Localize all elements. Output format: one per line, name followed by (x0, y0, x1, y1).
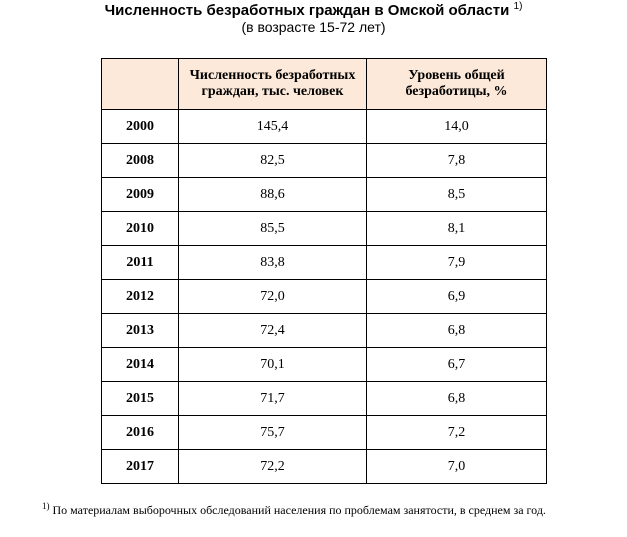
year-cell: 2009 (102, 178, 179, 212)
table-row (102, 450, 547, 484)
footnote-text: По материалам выборочных обследований населения по проблемам занятости, в среднем за год. (49, 503, 546, 517)
rate-cell: 6,8 (367, 382, 547, 416)
rate-cell: 6,7 (367, 348, 547, 382)
year-cell: 2013 (102, 314, 179, 348)
year-cell: 2016 (102, 416, 179, 450)
table-row (102, 280, 547, 314)
unemployed-cell: 82,5 (179, 144, 367, 178)
year-cell: 2015 (102, 382, 179, 416)
unemployed-cell: 70,1 (179, 348, 367, 382)
year-cell: 2008 (102, 144, 179, 178)
footnote (42, 503, 546, 518)
unemployed-cell: 72,2 (179, 450, 367, 484)
unemployed-cell: 72,0 (179, 280, 367, 314)
rate-cell: 14,0 (367, 110, 547, 144)
page-title-text: Численность безработных граждан в Омской области (104, 2, 510, 19)
header-unemployed-count: Численность безработных граждан, тыс. человек (179, 59, 367, 110)
unemployed-cell: 72,4 (179, 314, 367, 348)
page-title (0, 2, 627, 19)
unemployed-cell: 75,7 (179, 416, 367, 450)
table-row (102, 382, 547, 416)
rate-cell: 6,8 (367, 314, 547, 348)
table-row (102, 178, 547, 212)
title-block (0, 2, 627, 36)
rate-cell: 8,5 (367, 178, 547, 212)
table-row (102, 314, 547, 348)
year-cell: 2011 (102, 246, 179, 280)
header-unemployment-rate: Уровень общей безработицы, % (367, 59, 547, 110)
footnote-mark: 1) (42, 501, 50, 511)
unemployed-cell: 83,8 (179, 246, 367, 280)
unemployed-cell: 85,5 (179, 212, 367, 246)
unemployed-cell: 71,7 (179, 382, 367, 416)
table-header-row (102, 59, 547, 110)
table-row (102, 348, 547, 382)
table-row (102, 416, 547, 450)
rate-cell: 7,9 (367, 246, 547, 280)
year-cell: 2014 (102, 348, 179, 382)
table-row (102, 144, 547, 178)
table-row (102, 110, 547, 144)
rate-cell: 6,9 (367, 280, 547, 314)
year-cell: 2000 (102, 110, 179, 144)
page-subtitle: (в возрасте 15-72 лет) (241, 19, 386, 35)
year-cell: 2010 (102, 212, 179, 246)
unemployed-cell: 88,6 (179, 178, 367, 212)
table-row (102, 246, 547, 280)
unemployed-cell: 145,4 (179, 110, 367, 144)
unemployment-table (101, 58, 547, 484)
rate-cell: 7,2 (367, 416, 547, 450)
header-year (102, 59, 179, 110)
table-row (102, 212, 547, 246)
rate-cell: 7,8 (367, 144, 547, 178)
title-footnote-mark: 1) (513, 1, 523, 12)
rate-cell: 8,1 (367, 212, 547, 246)
rate-cell: 7,0 (367, 450, 547, 484)
year-cell: 2017 (102, 450, 179, 484)
year-cell: 2012 (102, 280, 179, 314)
